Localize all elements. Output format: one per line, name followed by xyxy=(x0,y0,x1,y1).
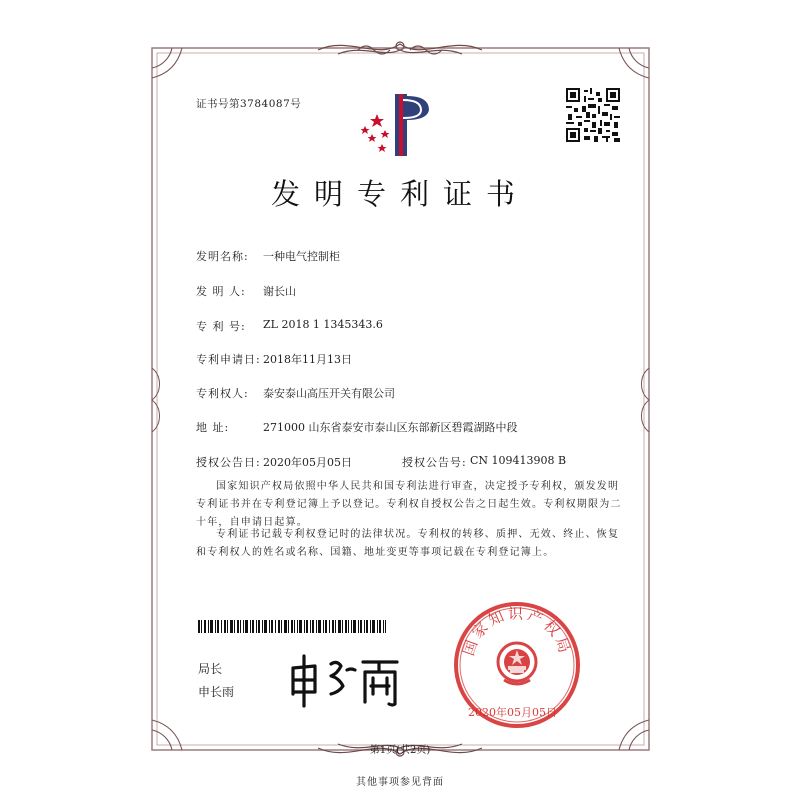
inventor-value: 谢长山 xyxy=(263,285,296,298)
patentee-label: 专利权人: xyxy=(196,387,249,400)
filing-date-label: 专利申请日: xyxy=(196,353,261,366)
handwritten-signature xyxy=(285,650,405,710)
filing-date-value: 2018年11月13日 xyxy=(263,353,352,366)
director-title: 局长 xyxy=(198,662,223,676)
grant-date-value: 2020年05月05日 xyxy=(263,456,352,469)
patent-office-emblem-icon xyxy=(355,90,445,160)
grant-date-label: 授权公告日: xyxy=(196,456,261,469)
inventor-label: 发 明 人: xyxy=(196,285,246,298)
grant-number-label: 授权公告号: xyxy=(402,456,467,469)
page-indicator: 第1页(共2页) xyxy=(369,745,431,756)
invention-name-label: 发明名称: xyxy=(196,250,249,263)
footer-note: 其他事项参见背面 xyxy=(356,777,444,788)
certificate-number: 证书号第3784087号 xyxy=(196,98,302,110)
address-label: 地 址: xyxy=(196,421,230,434)
seal-date: 2020年05月05日 xyxy=(468,706,557,719)
barcode-icon xyxy=(198,620,386,633)
patentee-value: 泰安泰山高压开关有限公司 xyxy=(263,387,395,400)
grant-number-value: CN 109413908 B xyxy=(470,454,567,467)
director-name: 申长雨 xyxy=(198,685,235,699)
address-value: 271000 山东省泰安市泰山区东部新区碧霞湖路中段 xyxy=(263,421,518,434)
page-title: 发明专利证书 xyxy=(270,177,529,211)
invention-name-value: 一种电气控制柜 xyxy=(263,250,340,263)
patent-number-label: 专 利 号: xyxy=(196,320,246,333)
body-paragraph-1: 国家知识产权局依照中华人民共和国专利法进行审查，决定授予专利权，颁发发明专利证书并在专利登记簿上予以登记。专利权自授权公告之日起生效。专利权期限为二十年，自申请日起算。 xyxy=(196,481,622,528)
seal-text: 国家知识产权局 xyxy=(459,604,575,658)
patent-number-value: ZL 2018 1 1345343.6 xyxy=(263,318,383,331)
body-paragraph-2: 专利证书记载专利权登记时的法律状况。专利权的转移、质押、无效、终止、恢复和专利权人的姓名或名称、国籍、地址变更等事项记载在专利登记簿上。 xyxy=(196,529,620,558)
qr-code-icon xyxy=(566,88,620,142)
